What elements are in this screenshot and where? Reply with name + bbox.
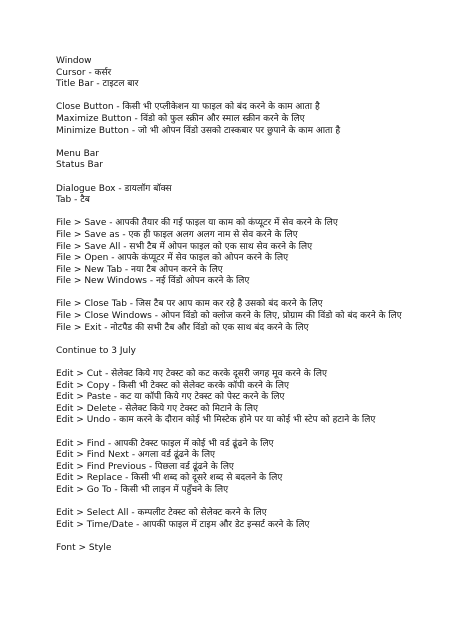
text-line: File > Open - आपके कंप्यूटर में सेव फाइल को ओपन करने के लिए bbox=[56, 253, 289, 264]
text-line: Continue to 3 July bbox=[56, 345, 136, 356]
text-line: Edit > Find - आपकी टेक्स्ट फाइल में कोई भी वर्ड ढूंढने के लिए bbox=[56, 438, 274, 449]
text-line: Edit > Select All - कम्पलीट टेक्स्ट को सेलेक्ट करने के लिए bbox=[56, 508, 267, 519]
font-group bbox=[56, 543, 466, 555]
text-line: Title Bar - टाइटल बार bbox=[56, 79, 139, 90]
text-line: Status Bar bbox=[56, 160, 103, 171]
text-line: Cursor - कर्सर bbox=[56, 67, 112, 78]
text-line: Edit > Delete - सेलेक्ट किये गए टेक्स्ट को मिटाने के लिए bbox=[56, 403, 258, 414]
text-line: File > Exit - नोटपैड की सभी टैब और विंडो को एक साथ बंद करने के लिए bbox=[56, 322, 309, 333]
edit-find-group bbox=[56, 439, 466, 497]
text-line: Edit > Paste - कट या कॉपी किये गए टेक्स्ट को पेस्ट करने के लिए bbox=[56, 392, 285, 403]
text-line: Edit > Undo - काम करने के दौरान कोई भी मिस्टेक होने पर या कोई भी स्टेप को हटाने के लिए bbox=[56, 415, 376, 426]
text-line: Menu Bar bbox=[56, 148, 99, 159]
text-line: Edit > Find Next - अगला वर्ड ढूंढने के लिए bbox=[56, 450, 216, 461]
text-line: Maximize Button - विंडो को फुल स्क्रीन और स्माल स्क्रीन करने के लिए bbox=[56, 113, 305, 124]
file-close-group bbox=[56, 299, 466, 334]
text-line: File > Save - आपकी तैयार की गई फाइल या काम को कंप्यूटर में सेव करने के लिए bbox=[56, 218, 338, 229]
window-buttons-group bbox=[56, 102, 466, 137]
text-line: Edit > Find Previous - पिछला वर्ड ढूंढने के लिए bbox=[56, 461, 234, 472]
text-line: File > Close Tab - जिस टैब पर आप काम कर रहे है उसको बंद करने के लिए bbox=[56, 299, 323, 310]
text-line: Window bbox=[56, 56, 92, 66]
continue-group bbox=[56, 346, 466, 358]
text-line: Edit > Cut - सेलेक्ट किये गए टेक्स्ट को कट करके दूसरी जगह मूव करने के लिए bbox=[56, 369, 327, 380]
text-line: Tab - टैब bbox=[56, 195, 90, 206]
text-line: File > Close Windows - ओपन विंडो को क्लोज करने के लिए, प्रोग्राम की विंडो को बंद करने के लिए bbox=[56, 311, 402, 322]
text-line: Edit > Copy - किसी भी टेक्स्ट को सेलेक्ट करके कॉपी करने के लिए bbox=[56, 380, 289, 391]
text-line: File > New Windows - नई विंडो ओपन करने के लिए bbox=[56, 276, 250, 287]
text-line: Edit > Time/Date - आपकी फाइल में टाइम और डेट इन्सर्ट करने के लिए bbox=[56, 519, 310, 530]
edit-basic-group bbox=[56, 369, 466, 427]
document-page bbox=[56, 56, 466, 566]
text-line: Edit > Go To - किसी भी लाइन में पहुँचने के लिए bbox=[56, 484, 229, 495]
text-line: Edit > Replace - किसी भी शब्द को दूसरे शब्द से बदलने के लिए bbox=[56, 473, 283, 484]
intro-group bbox=[56, 56, 466, 91]
text-line: File > New Tab - नया टैब ओपन करने के लिए bbox=[56, 264, 223, 275]
edit-select-group bbox=[56, 508, 466, 531]
bars-group bbox=[56, 149, 466, 172]
text-line: Font > Style bbox=[56, 542, 112, 553]
text-line: Close Button - किसी भी एप्लीकेशन या फाइल को बंद करने के काम आता है bbox=[56, 102, 320, 113]
text-line: Dialogue Box - डायलॉग बॉक्स bbox=[56, 183, 172, 194]
text-line: Minimize Button - जो भी ओपन विंडो उसको टास्कबार पर छुपाने के काम आता है bbox=[56, 125, 341, 136]
dialogue-group bbox=[56, 184, 466, 207]
text-line: File > Save as - एक ही फाइल अलग अलग नाम से सेव करने के लिए bbox=[56, 229, 298, 240]
file-menu-group bbox=[56, 218, 466, 288]
text-line: File > Save All - सभी टैब में ओपन फाइल को एक साथ सेव करने के लिए bbox=[56, 241, 313, 252]
